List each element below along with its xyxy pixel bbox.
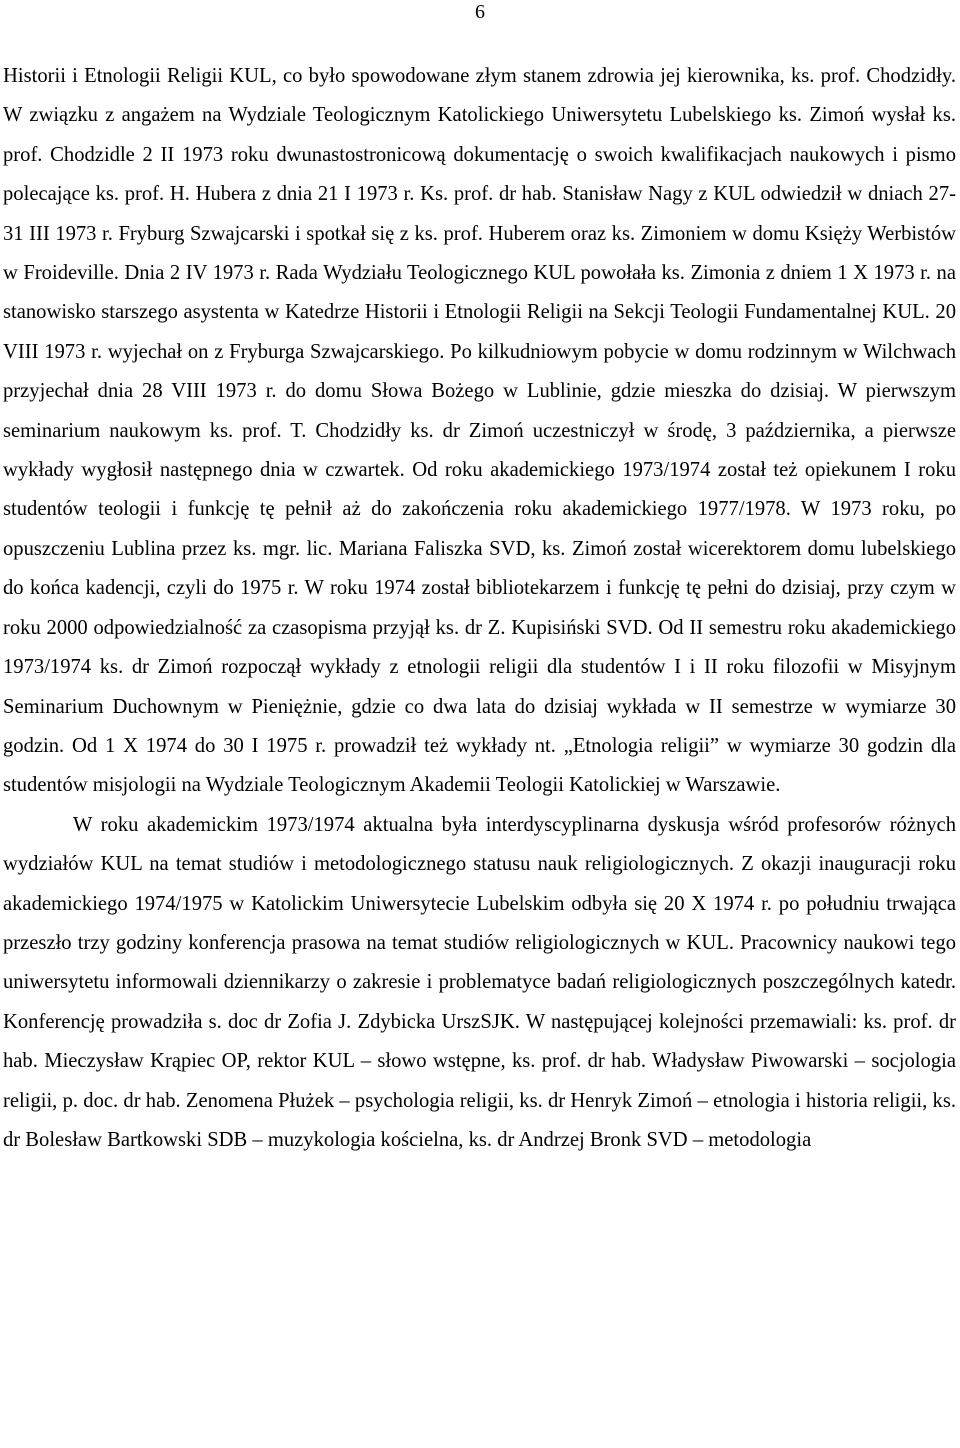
paragraph-2: W roku akademickim 1973/1974 aktualna była interdyscyplinarna dyskusja wśród profesorów różnych wydziałów KUL na temat studiów i metodologicznego statusu nauk religiologicznych. Z okazji inauguracji roku akademickiego 1974/1975 w Katolickim Uniwersytecie Lubelskim odbyła się 20 X 1974 r. po południu trwająca przeszło trzy godziny konferencja prasowa na temat studiów religiologicznych w KUL. Pracownicy naukowi tego uniwersytetu informowali dziennikarzy o zakresie i problematyce badań religiologicznych poszczególnych katedr. Konferencję prowadziła s. doc dr Zofia J. Zdybicka UrszSJK. W następującej kolejności przemawiali: ks. prof. dr hab. Mieczysław Krąpiec OP, rektor KUL – słowo wstępne, ks. prof. dr hab. Władysław Piwowarski – socjologia religii, p. doc. dr hab. Zenomena Płużek – psychologia religii, ks. dr Henryk Zimoń – etnologia i historia religii, ks. dr Bolesław Bartkowski SDB – muzykologia kościelna, ks. dr Andrzej Bronk SVD – metodologia <box>3 813 956 1151</box>
page-number: 6 <box>475 1 485 23</box>
document-body <box>3 57 956 1160</box>
paragraph-1: Historii i Etnologii Religii KUL, co było spowodowane złym stanem zdrowia jej kierownika, ks. prof. Chodzidły. W związku z angażem na Wydziale Teologicznym Katolickiego Uniwersytetu Lubelskiego ks. Zimoń wysłał ks. prof. Chodzidle 2 II 1973 roku dwunastostronicową dokumentację o swoich kwalifikacjach naukowych i pismo polecające ks. prof. H. Hubera z dnia 21 I 1973 r. Ks. prof. dr hab. Stanisław Nagy z KUL odwiedził w dniach 27-31 III 1973 r. Fryburg Szwajcarski i spotkał się z ks. prof. Huberem oraz ks. Zimoniem w domu Księży Werbistów w Froideville. Dnia 2 IV 1973 r. Rada Wydziału Teologicznego KUL powołała ks. Zimonia z dniem 1 X 1973 r. na stanowisko starszego asystenta w Katedrze Historii i Etnologii Religii na Sekcji Teologii Fundamentalnej KUL. 20 VIII 1973 r. wyjechał on z Fryburga Szwajcarskiego. Po kilkudniowym pobycie w domu rodzinnym w Wilchwach przyjechał dnia 28 VIII 1973 r. do domu Słowa Bożego w Lublinie, gdzie mieszka do dzisiaj. W pierwszym seminarium naukowym ks. prof. T. Chodzidły ks. dr Zimoń uczestniczył w środę, 3 października, a pierwsze wykłady wygłosił następnego dnia w czwartek. Od roku akademickiego 1973/1974 został też opiekunem I roku studentów teologii i funkcję tę pełnił aż do zakończenia roku akademickiego 1977/1978. W 1973 roku, po opuszczeniu Lublina przez ks. mgr. lic. Mariana Faliszka SVD, ks. Zimoń został wicerektorem domu lubelskiego do końca kadencji, czyli do 1975 r. W roku 1974 został bibliotekarzem i funkcję tę pełni do dzisiaj, przy czym w roku 2000 odpowiedzialność za czasopisma przyjął ks. dr Z. Kupisiński SVD. Od II semestru roku akademickiego 1973/1974 ks. dr Zimoń rozpoczął wykłady z etnologii religii dla studentów I i II roku filozofii w Misyjnym Seminarium Duchownym w Pieniężnie, gdzie co dwa lata do dzisiaj wykłada w II semestrze w wymiarze 30 godzin. Od 1 X 1974 do 30 I 1975 r. prowadził też wykłady nt. „Etnologia religii” w wymiarze 30 godzin dla studentów misjologii na Wydziale Teologicznym Akademii Teologii Katolickiej w Warszawie. <box>3 65 956 797</box>
